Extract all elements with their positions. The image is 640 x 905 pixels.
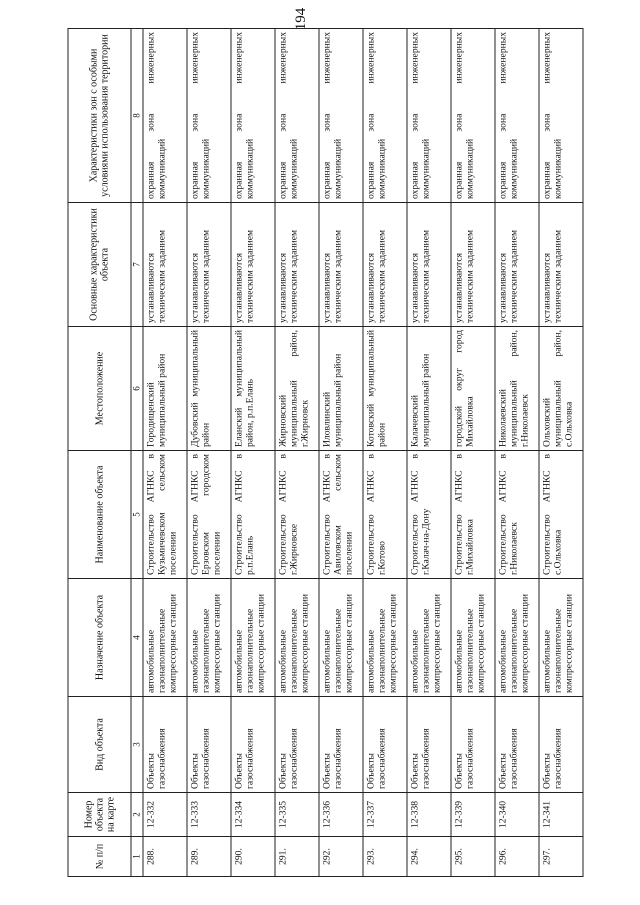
object-kind-cell: Объекты газоснабжения <box>187 696 231 792</box>
object-name-cell: Строительство АГНКС в Ерзовском городском поселении <box>187 450 231 578</box>
row-number-cell: 292. <box>319 836 363 876</box>
header-main-chars: Основные характеристики объекта <box>68 202 131 326</box>
row-number-cell: 296. <box>495 836 539 876</box>
object-kind-cell: Объекты газоснабжения <box>539 696 583 792</box>
object-name-cell: Строительство АГНКС в Авиловском сельском поселении <box>319 450 363 578</box>
object-purpose-cell: автомобильные газонаполнительные компрессорные станции <box>451 578 495 696</box>
row-number-cell: 294. <box>407 836 451 876</box>
object-name-cell: Строительство АГНКС в г.Николаевск <box>495 450 539 578</box>
col-number: 8 <box>131 28 143 202</box>
object-name-cell: Строительство АГНКС в с.Ольховка <box>539 450 583 578</box>
table-body <box>143 28 583 876</box>
location-cell: Николаевский муниципальный район, г.Николаевск <box>495 326 539 450</box>
main-characteristics-cell: устанавливаются техническим заданием <box>495 202 539 326</box>
main-characteristics-cell: устанавливаются техническим заданием <box>539 202 583 326</box>
location-cell: городской округ город Михайловка <box>451 326 495 450</box>
object-purpose-cell: автомобильные газонаполнительные компрессорные станции <box>275 578 319 696</box>
main-characteristics-cell: устанавливаются техническим заданием <box>187 202 231 326</box>
map-number-cell: 12-332 <box>143 792 187 836</box>
location-cell: Иловлинский муниципальный район <box>319 326 363 450</box>
object-name-cell: Строительство АГНКС в р.п.Елань <box>231 450 275 578</box>
object-kind-cell: Объекты газоснабжения <box>363 696 407 792</box>
rotated-table-container <box>68 29 573 877</box>
main-characteristics-cell: устанавливаются техническим заданием <box>363 202 407 326</box>
map-number-cell: 12-338 <box>407 792 451 836</box>
page-number: 194 <box>293 7 309 31</box>
object-purpose-cell: автомобильные газонаполнительные компрессорные станции <box>319 578 363 696</box>
map-number-cell: 12-337 <box>363 792 407 836</box>
col-number: 2 <box>131 792 143 836</box>
col-number: 6 <box>131 326 143 450</box>
zone-characteristics-cell: охранная зона инженерных коммуникаций <box>539 28 583 202</box>
header-map-no: Номер объекта на карте <box>68 792 131 836</box>
header-no: № п/п <box>68 836 131 876</box>
object-purpose-cell: автомобильные газонаполнительные компрессорные станции <box>539 578 583 696</box>
zone-characteristics-cell: охранная зона инженерных коммуникаций <box>143 28 187 202</box>
header-row <box>68 28 131 876</box>
col-number: 4 <box>131 578 143 696</box>
main-characteristics-cell: устанавливаются техническим заданием <box>407 202 451 326</box>
table-row <box>187 28 231 876</box>
row-number-cell: 289. <box>187 836 231 876</box>
location-cell: Еланский муниципальный район, р.п.Елань <box>231 326 275 450</box>
map-number-cell: 12-336 <box>319 792 363 836</box>
object-purpose-cell: автомобильные газонаполнительные компрессорные станции <box>363 578 407 696</box>
object-purpose-cell: автомобильные газонаполнительные компрессорные станции <box>495 578 539 696</box>
table-row <box>495 28 539 876</box>
map-number-cell: 12-340 <box>495 792 539 836</box>
table-row <box>407 28 451 876</box>
zone-characteristics-cell: охранная зона инженерных коммуникаций <box>319 28 363 202</box>
zone-characteristics-cell: охранная зона инженерных коммуникаций <box>495 28 539 202</box>
row-number-cell: 290. <box>231 836 275 876</box>
location-cell: Ольховский муниципальный район, с.Ольховка <box>539 326 583 450</box>
object-purpose-cell: автомобильные газонаполнительные компрессорные станции <box>231 578 275 696</box>
object-kind-cell: Объекты газоснабжения <box>407 696 451 792</box>
table-row <box>363 28 407 876</box>
location-cell: Котовский муниципальный район <box>363 326 407 450</box>
main-characteristics-cell: устанавливаются техническим заданием <box>275 202 319 326</box>
map-number-cell: 12-333 <box>187 792 231 836</box>
main-characteristics-cell: устанавливаются техническим заданием <box>319 202 363 326</box>
location-cell: Дубовский муниципальный район <box>187 326 231 450</box>
table-row <box>539 28 583 876</box>
row-number-cell: 288. <box>143 836 187 876</box>
location-cell: Городищенский муниципальный район <box>143 326 187 450</box>
main-characteristics-cell: устанавливаются техническим заданием <box>451 202 495 326</box>
zone-characteristics-cell: охранная зона инженерных коммуникаций <box>187 28 231 202</box>
zone-characteristics-cell: охранная зона инженерных коммуникаций <box>407 28 451 202</box>
map-number-cell: 12-339 <box>451 792 495 836</box>
object-name-cell: Строительство АГНКС в Кузьмичевском сельском поселении <box>143 450 187 578</box>
table-row <box>319 28 363 876</box>
header-zones: Характеристики зон с особыми условиями использования территории <box>68 28 131 202</box>
col-number: 5 <box>131 450 143 578</box>
object-name-cell: Строительство АГНКС в г.Михайловка <box>451 450 495 578</box>
object-kind-cell: Объекты газоснабжения <box>143 696 187 792</box>
object-purpose-cell: автомобильные газонаполнительные компрессорные станции <box>187 578 231 696</box>
row-number-cell: 291. <box>275 836 319 876</box>
row-number-cell: 293. <box>363 836 407 876</box>
main-characteristics-cell: устанавливаются техническим заданием <box>231 202 275 326</box>
object-name-cell: Строительство АГНКС в г.Жирновске <box>275 450 319 578</box>
header-kind: Вид объекта <box>68 696 131 792</box>
table-row <box>275 28 319 876</box>
location-cell: Калачевский муниципальный район <box>407 326 451 450</box>
map-number-cell: 12-334 <box>231 792 275 836</box>
objects-table <box>68 28 584 877</box>
object-kind-cell: Объекты газоснабжения <box>275 696 319 792</box>
zone-characteristics-cell: охранная зона инженерных коммуникаций <box>363 28 407 202</box>
table-row <box>231 28 275 876</box>
col-number: 7 <box>131 202 143 326</box>
col-number: 3 <box>131 696 143 792</box>
object-kind-cell: Объекты газоснабжения <box>319 696 363 792</box>
table-row <box>451 28 495 876</box>
main-characteristics-cell: устанавливаются техническим заданием <box>143 202 187 326</box>
object-name-cell: Строительство АГНКС в г.Калач-на-Дону <box>407 450 451 578</box>
zone-characteristics-cell: охранная зона инженерных коммуникаций <box>231 28 275 202</box>
map-number-cell: 12-335 <box>275 792 319 836</box>
location-cell: Жирновский муниципальный район, г.Жирновск <box>275 326 319 450</box>
map-number-cell: 12-341 <box>539 792 583 836</box>
row-number-cell: 297. <box>539 836 583 876</box>
object-kind-cell: Объекты газоснабжения <box>231 696 275 792</box>
header-location: Местоположение <box>68 326 131 450</box>
col-number: 1 <box>131 836 143 876</box>
row-number-cell: 295. <box>451 836 495 876</box>
header-name: Наименование объекта <box>68 450 131 578</box>
object-kind-cell: Объекты газоснабжения <box>495 696 539 792</box>
zone-characteristics-cell: охранная зона инженерных коммуникаций <box>451 28 495 202</box>
object-name-cell: Строительство АГНКС в г.Котово <box>363 450 407 578</box>
header-purpose: Назначение объекта <box>68 578 131 696</box>
object-kind-cell: Объекты газоснабжения <box>451 696 495 792</box>
zone-characteristics-cell: охранная зона инженерных коммуникаций <box>275 28 319 202</box>
table-row <box>143 28 187 876</box>
column-number-row <box>131 28 143 876</box>
object-purpose-cell: автомобильные газонаполнительные компрессорные станции <box>143 578 187 696</box>
object-purpose-cell: автомобильные газонаполнительные компрессорные станции <box>407 578 451 696</box>
